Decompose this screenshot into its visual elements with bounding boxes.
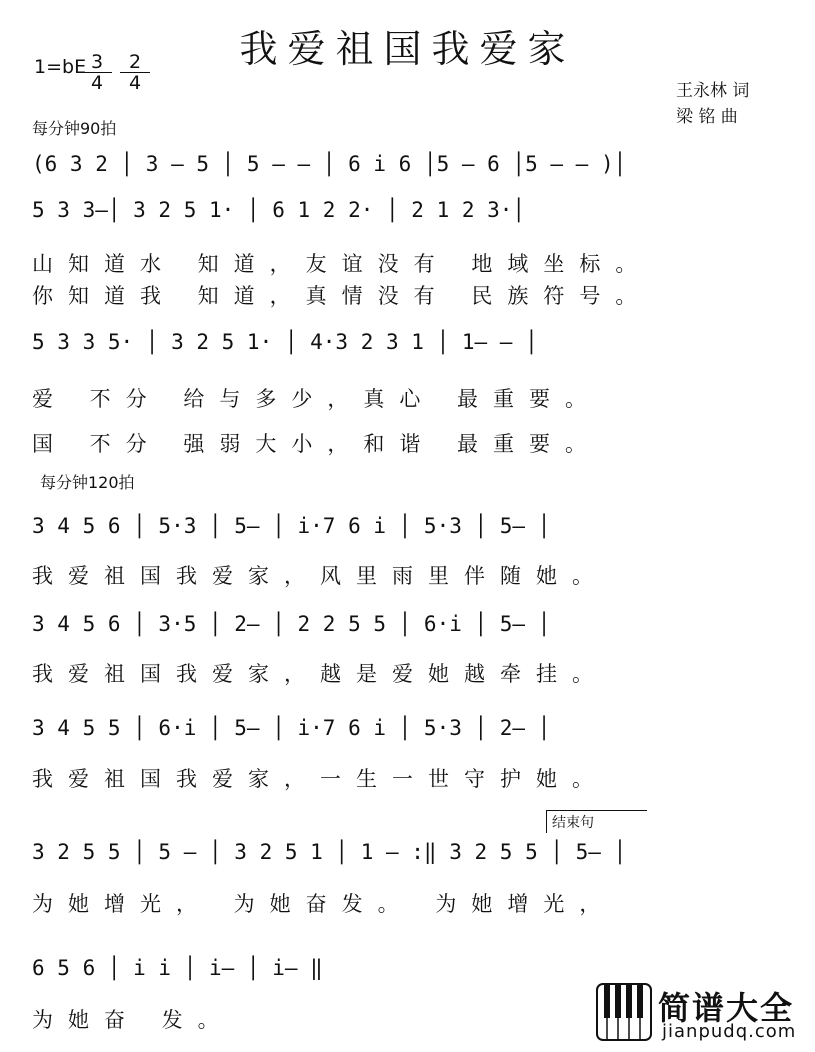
lyrics-line-3: 我爱祖国我爱家，风里雨里伴随她。 — [32, 564, 608, 588]
piano-keys-icon — [596, 983, 652, 1041]
notation-line-intro: (6 3 2 │ 3 — 5 │ 5 — — │ 6 i 6 │5 — 6 │5 — — )│ — [32, 152, 627, 176]
lyrics-line-1-verse-1: 山知道水 知道，友谊没有 地域坐标。 — [32, 252, 652, 276]
tempo-marking-120: 每分钟120拍 — [40, 473, 135, 492]
notation-line-6: 3 2 5 5 │ 5 — │ 3 2 5 1 │ 1 — :‖ 3 2 5 5 │ 5— │ — [32, 840, 627, 864]
notation-line-7: 6 5 6 │ i i │ i— │ i— ‖ — [32, 956, 323, 980]
watermark-logo — [596, 983, 808, 1047]
watermark-url: jianpudq.com — [662, 1021, 797, 1042]
watermark-name: 简谱大全 — [658, 989, 795, 1027]
song-title: 我爱祖国我爱家 — [239, 27, 576, 71]
lyrics-line-6: 为她增光， 为她奋发。 为她增光， — [32, 892, 616, 916]
notation-line-3: 3 4 5 6 │ 5·3 │ 5— │ i·7 6 i │ 5·3 │ 5— │ — [32, 514, 551, 538]
lyrics-line-4: 我爱祖国我爱家，越是爱她越牵挂。 — [32, 662, 608, 686]
lyrics-line-1-verse-2: 你知道我 知道，真情没有 民族符号。 — [32, 284, 652, 308]
notation-line-2: 5 3 3 5· │ 3 2 5 1· │ 4·3 2 3 1 │ 1— — │ — [32, 330, 538, 354]
time-signature-2: 2 4 — [120, 52, 150, 93]
ending-label: 结束句 — [552, 815, 594, 831]
composer-credit: 梁 铭 曲 — [676, 107, 738, 127]
lyrics-line-2-verse-2: 国 不分 强弱大小，和谐 最重要。 — [32, 432, 602, 456]
key-signature: 1=bE — [34, 56, 87, 78]
lyricist-credit: 王永林 词 — [676, 81, 750, 101]
lyrics-line-2-verse-1: 爱 不分 给与多少，真心 最重要。 — [32, 387, 602, 411]
notation-line-4: 3 4 5 6 │ 3·5 │ 2— │ 2 2 5 5 │ 6·i │ 5— │ — [32, 612, 551, 636]
lyrics-line-7: 为她奋 发。 — [32, 1008, 234, 1032]
time-signature-1: 3 4 — [82, 52, 112, 93]
lyrics-line-5: 我爱祖国我爱家，一生一世守护她。 — [32, 767, 608, 791]
notation-line-1: 5 3 3—│ 3 2 5 1· │ 6 1 2 2· │ 2 1 2 3·│ — [32, 198, 526, 222]
notation-line-5: 3 4 5 5 │ 6·i │ 5— │ i·7 6 i │ 5·3 │ 2— │ — [32, 716, 551, 740]
tempo-marking-90: 每分钟90拍 — [32, 119, 117, 138]
